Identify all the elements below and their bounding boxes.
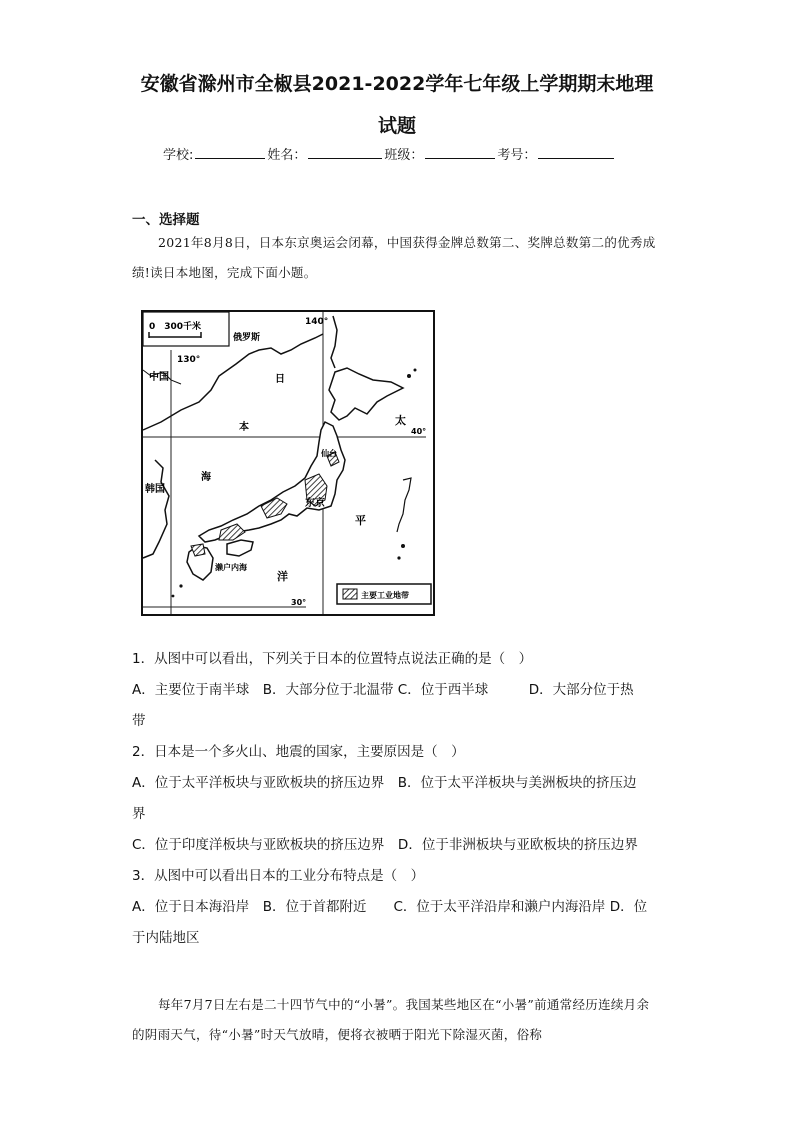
number-label: 考号：	[497, 148, 537, 163]
tick-130: 130°	[177, 355, 201, 365]
document-title-continued: 试题	[377, 115, 416, 137]
class-blank[interactable]	[425, 146, 495, 159]
section-heading: 一、选择题	[132, 212, 200, 228]
legend-label: 主要工业地带	[361, 591, 409, 600]
student-info-line	[163, 144, 616, 163]
question-2-stem: 2．日本是一个多火山、地震的国家，主要原因是（ ）	[132, 744, 465, 760]
question-1-stem: 1．从图中可以看出，下列关于日本的位置特点说法正确的是（ ）	[132, 651, 533, 667]
label-tai: 太	[395, 414, 406, 427]
question-1-options: A．主要位于南半球 B．大部分位于北温带 C．位于西半球 D．大部分位于热	[132, 682, 634, 698]
tick-140: 140°	[305, 317, 329, 327]
label-hai: 海	[201, 472, 211, 483]
name-label: 姓名：	[267, 148, 307, 163]
question-3-stem: 3．从图中可以看出日本的工业分布特点是（ ）	[132, 868, 425, 884]
label-russia: 俄罗斯	[233, 333, 261, 343]
question-2-options-cont: 界	[132, 806, 146, 822]
number-blank[interactable]	[538, 146, 614, 159]
label-china: 中国	[149, 372, 169, 383]
question-3-options: A．位于日本海沿岸 B．位于首都附近 C．位于太平洋沿岸和濑户内海沿岸 D．位	[132, 899, 648, 915]
question-2-options-cd: C．位于印度洋板块与亚欧板块的挤压边界 D．位于非洲板块与亚欧板块的挤压边界	[132, 837, 638, 853]
label-sendai: 仙台	[321, 449, 337, 458]
class-label: 班级：	[384, 148, 424, 163]
school-label: 学校:	[163, 148, 194, 163]
label-setonaikai: 濑户内海	[215, 563, 247, 572]
label-ping: 平	[355, 514, 366, 527]
label-yang: 洋	[277, 570, 288, 583]
school-blank[interactable]	[195, 146, 265, 159]
intro-paragraph: 2021年8月8日，日本东京奥运会闭幕，中国获得金牌总数第二、奖牌总数第二的优秀成绩!读日本地图，完成下面小题。	[132, 235, 656, 280]
label-tokyo: 东京	[305, 498, 325, 509]
label-ben: 本	[239, 422, 249, 433]
name-blank[interactable]	[308, 146, 382, 159]
japan-map	[141, 310, 435, 616]
scale-label: 0 300千米	[149, 322, 202, 332]
label-korea: 韩国	[145, 484, 165, 495]
label-ri: 日	[275, 374, 285, 385]
tick-30: 30°	[291, 598, 307, 607]
question-2-options: A．位于太平洋板块与亚欧板块的挤压边界 B．位于太平洋板块与美洲板块的挤压边	[132, 775, 637, 791]
tick-40: 40°	[411, 427, 427, 436]
question-1-options-cont: 带	[132, 713, 146, 729]
passage-paragraph: 每年7月7日左右是二十四节气中的“小暑”。我国某些地区在“小暑”前通常经历连续月余的阴雨天气，待“小暑”时天气放晴，便将衣被晒于阳光下除湿灭菌，俗称	[132, 997, 650, 1042]
question-3-options-cont: 于内陆地区	[132, 930, 200, 946]
legend-swatch	[343, 589, 357, 599]
document-title: 安徽省滁州市全椒县2021-2022学年七年级上学期期末地理	[140, 73, 654, 95]
